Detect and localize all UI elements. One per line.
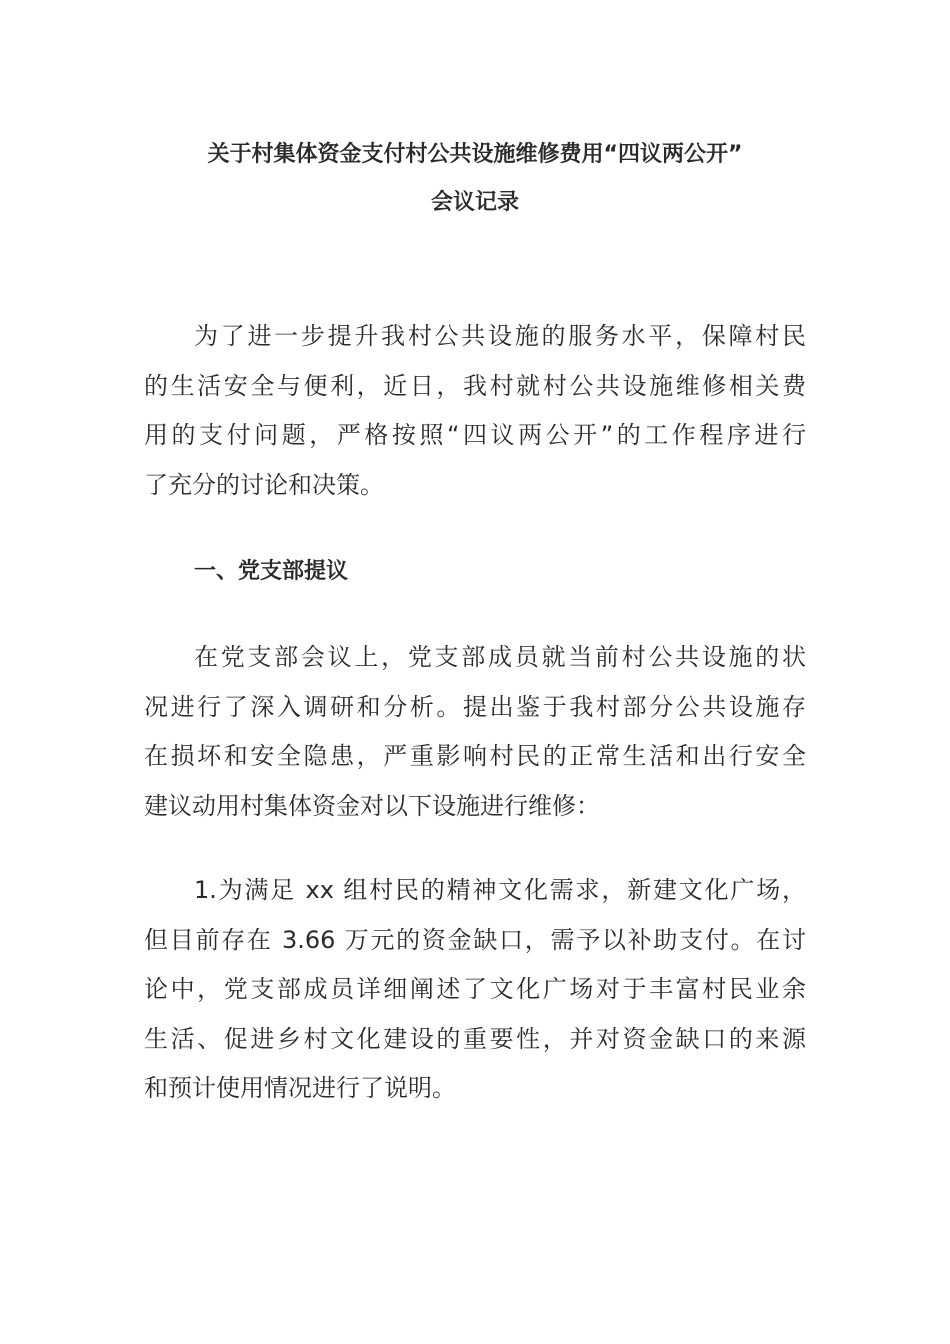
item1-line-2: 但目前存在 3.66 万元的资金缺口，需予以补助支付。在讨 [144,925,806,954]
intro-line-1: 为了进一步提升我村公共设施的服务水平，保障村民 [194,322,806,350]
item1-line-4: 生活、促进乡村文化建设的重要性，并对资金缺口的来源 [144,1024,806,1053]
section1-paragraph [144,633,806,831]
item1-line-5: 和预计使用情况进行了说明。 [144,1074,456,1102]
item1-paragraph [144,866,806,1114]
section1-line-1: 在党支部会议上，党支部成员就当前村公共设施的状 [194,643,806,671]
section1-line-4: 建议动用村集体资金对以下设施进行维修： [144,791,600,820]
intro-line-3: 用的支付问题，严格按照“四议两公开”的工作程序进行 [144,421,806,449]
intro-paragraph [144,312,806,510]
section-heading: 一、党支部提议 [194,559,349,584]
title-line-1: 关于村集体资金支付村公共设施维修费用“四议两公开” [207,142,743,167]
title-line-2: 会议记录 [430,190,519,215]
item1-line-1: 1.为满足 xx 组村民的精神文化需求，新建文化广场， [194,876,806,904]
section1-line-2: 况进行了深入调研和分析。提出鉴于我村部分公共设施存 [144,692,806,721]
document-title [144,131,806,227]
section1-line-3: 在损坏和安全隐患，严重影响村民的正常生活和出行安全 [144,742,806,770]
intro-line-4: 了充分的讨论和决策。 [144,470,384,499]
item1-line-3: 论中，党支部成员详细阐述了文化广场对于丰富村民业余 [144,975,806,1003]
intro-line-2: 的生活安全与便利，近日，我村就村公共设施维修相关费 [144,371,806,400]
